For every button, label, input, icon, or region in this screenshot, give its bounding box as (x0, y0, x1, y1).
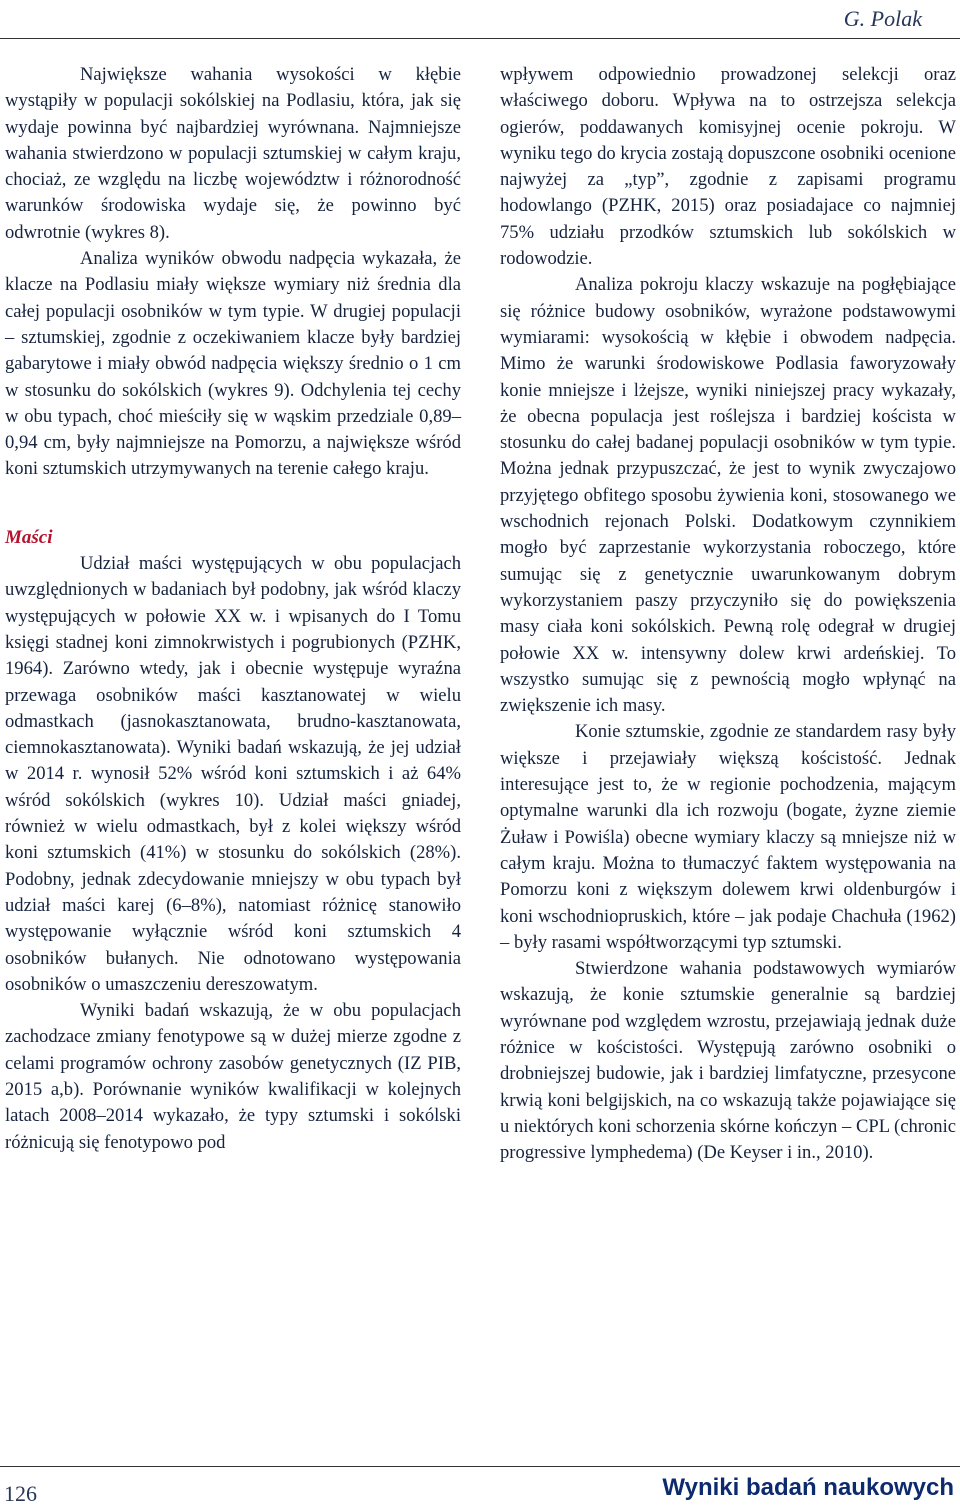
paragraph-measurement-variation: Stwierdzone wahania podstawowych wymiarów wskazują, że konie sztumskie generalnie są bardziej wyrównane pod względem wzrostu, przejawiają jednak duże różnice w kościstości. Występują zarówno osobniki o drobniejszej budowie, jak i bardziej limfatyczne, przesycone krwią koni belgijskich, na co wskazują także pojawiające się u niektórych koni schorzenia skórne kończyn – CPL (chronic progressive lymphedema) (De Keyser i in., 2010). (500, 958, 956, 1164)
footer-section-label: Wyniki badań naukowych (662, 1474, 954, 1501)
running-head-author: G. Polak (843, 6, 922, 31)
paragraph-cannon-girth: Analiza wyników obwodu nadpęcia wykazała, że klacze na Podlasiu miały większe wymiary niż średnia dla całej populacji osobników w tym typie. W drugiej populacji – sztumskiej, zgodnie z oczekiwaniem klacze były bardziej gabarytowe i miały obwód nadpęcia większy średnio o 1 cm w stosunku do sokólskich (wykres 9). Odchylenia tej cechy w obu typach, choć mieściły się w wąskim przedziale 0,89–0,94 cm, były najmniejsze na Pomorzu, a największe wśród koni sztumskich utrzymywanych na terenie całego kraju. (5, 248, 461, 480)
paragraph-phenotypic-changes: Wyniki badań wskazują, że w obu populacjach zachodzace zmiany fenotypowe są w dużej mierze zgodne z celami programów ochrony zasobów genetycznych (IZ PIB, 2015 a,b). Porównanie wyników kwalifikacji w kolejnych latach 2008–2014 wykazało, że typy sztumski i sokólski różnicują się fenotypowo pod (5, 1000, 461, 1153)
paragraph-coat-colors: Udział maści występujących w obu populacjach uwzględnionych w badaniach był podobny, jak wśród klaczy występujących w połowie XX w. i wpisanych do I Tomu księgi stadnej koni zimnokrwistych i pogrubionych (PZHK, 1964). Zarówno wtedy, jak i obecnie występuje wyraźna przewaga osobników maści kasztanowatej w wielu odmastkach (jasnokasztanowata, brudno-kasztanowata, ciemnokasztanowata). Wyniki badań wskazują, że jej udział w 2014 r. wynosił 52% wśród koni sztumskich i aż 64% wśród sokólskich (wykres 10). Udział maści gniadej, również w wielu odmastkach, był z kolei większy wśród koni sztumskich (41%) w stosunku do sokólskich (28%). Podobny, jednak zdecydowanie mniejszy w obu typach był udział maści karej (6–8%), natomiast różnicę stanowiło występowanie wyłącznie wśród koni sztumskich 4 osobników bułanych. Nie odnotowano występowania osobników o umaszczeniu dereszowatym. (5, 553, 461, 995)
paragraph-conformation-analysis: Analiza pokroju klaczy wskazuje na pogłębiające się różnice budowy osobników, wyrażone podstawowymi wymiarami: wysokością w kłębie i obwodem nadpęcia. Mimo że warunki środowiskowe Podlasia faworyzowały konie mniejsze i lżejsze, wyniki niniejszej pracy wykazały, że obecna populacja jest roślejsza i bardziej koścista w stosunku do całej badanej populacji osobników w tym typie. Można jednak przypuszczać, że jest to wynik zwyczajowo przyjętego obfitego sposobu żywienia koni, stosowanego we wschodnich rejonach Polski. Dodatkowym czynnikiem mogło być zaprzestanie wykorzystania roboczego, które sumując się z genetycznie uwarunkowanym dobrym wykorzystaniem paszy przyczyniło się do powiększenia masy ciała koni sokólskich. Pewną rolę odegrał w drugiej połowie XX w. intensywny dolew krwi ardeńskiej. To wszystko sumując się z pewnością mogło wpłynąć na zwiększenie ich masy. (500, 274, 956, 717)
page-number: 126 (4, 1481, 37, 1506)
right-column (500, 62, 956, 1166)
header-rule (0, 38, 960, 39)
paragraph-selection-continued: wpływem odpowiednio prowadzonej selekcji oraz właściwego doboru. Wpływa na to ostrzejsza selekcja ogierów, poddawanych komisyjnej ocenie pokroju. W wyniku tego do krycia zostają dopuszcone osobniki ocenione najwyżej za „typ”, zgodnie z zapisami programu hodowlango (PZHK, 2015) oraz posiadajace co najmniej 75% udziału przodków sztumskich lub sokólskich w rodowodzie. (500, 64, 956, 270)
paragraph-sztum-horses: Konie sztumskie, zgodnie ze standardem rasy były większe i przejawiały większą kościstość. Jednak interesujące jest to, że w regionie pochodzenia, mającym optymalne warunki dla ich rozwoju (bogate, żyzne ziemie Żuław i Powiśla) obecne wymiary klaczy są mniejsze niż w całym kraju. Można to tłumaczyć faktem występowania na Pomorzu koni z większym dolewem krwi oldenburgów i koni wschodniopruskich, które – jak podaje Chachuła (1962) – były rasami współtworzącymi typ sztumski. (500, 721, 956, 953)
footer-rule (0, 1466, 960, 1467)
left-column (5, 62, 461, 1156)
section-heading-coat-colors: Maści (5, 526, 53, 548)
paragraph-height-variation: Największe wahania wysokości w kłębie wystąpiły w populacji sokólskiej na Podlasiu, która, jak się wydaje powinna być najbardziej wyrównana. Najmniejsze wahania stwierdzono w populacji sztumskiej w całym kraju, chociaż, ze względu na liczbę województw i różnorodność warunków środowiska wydaje się, że powinno być odwrotnie (wykres 8). (5, 64, 461, 243)
